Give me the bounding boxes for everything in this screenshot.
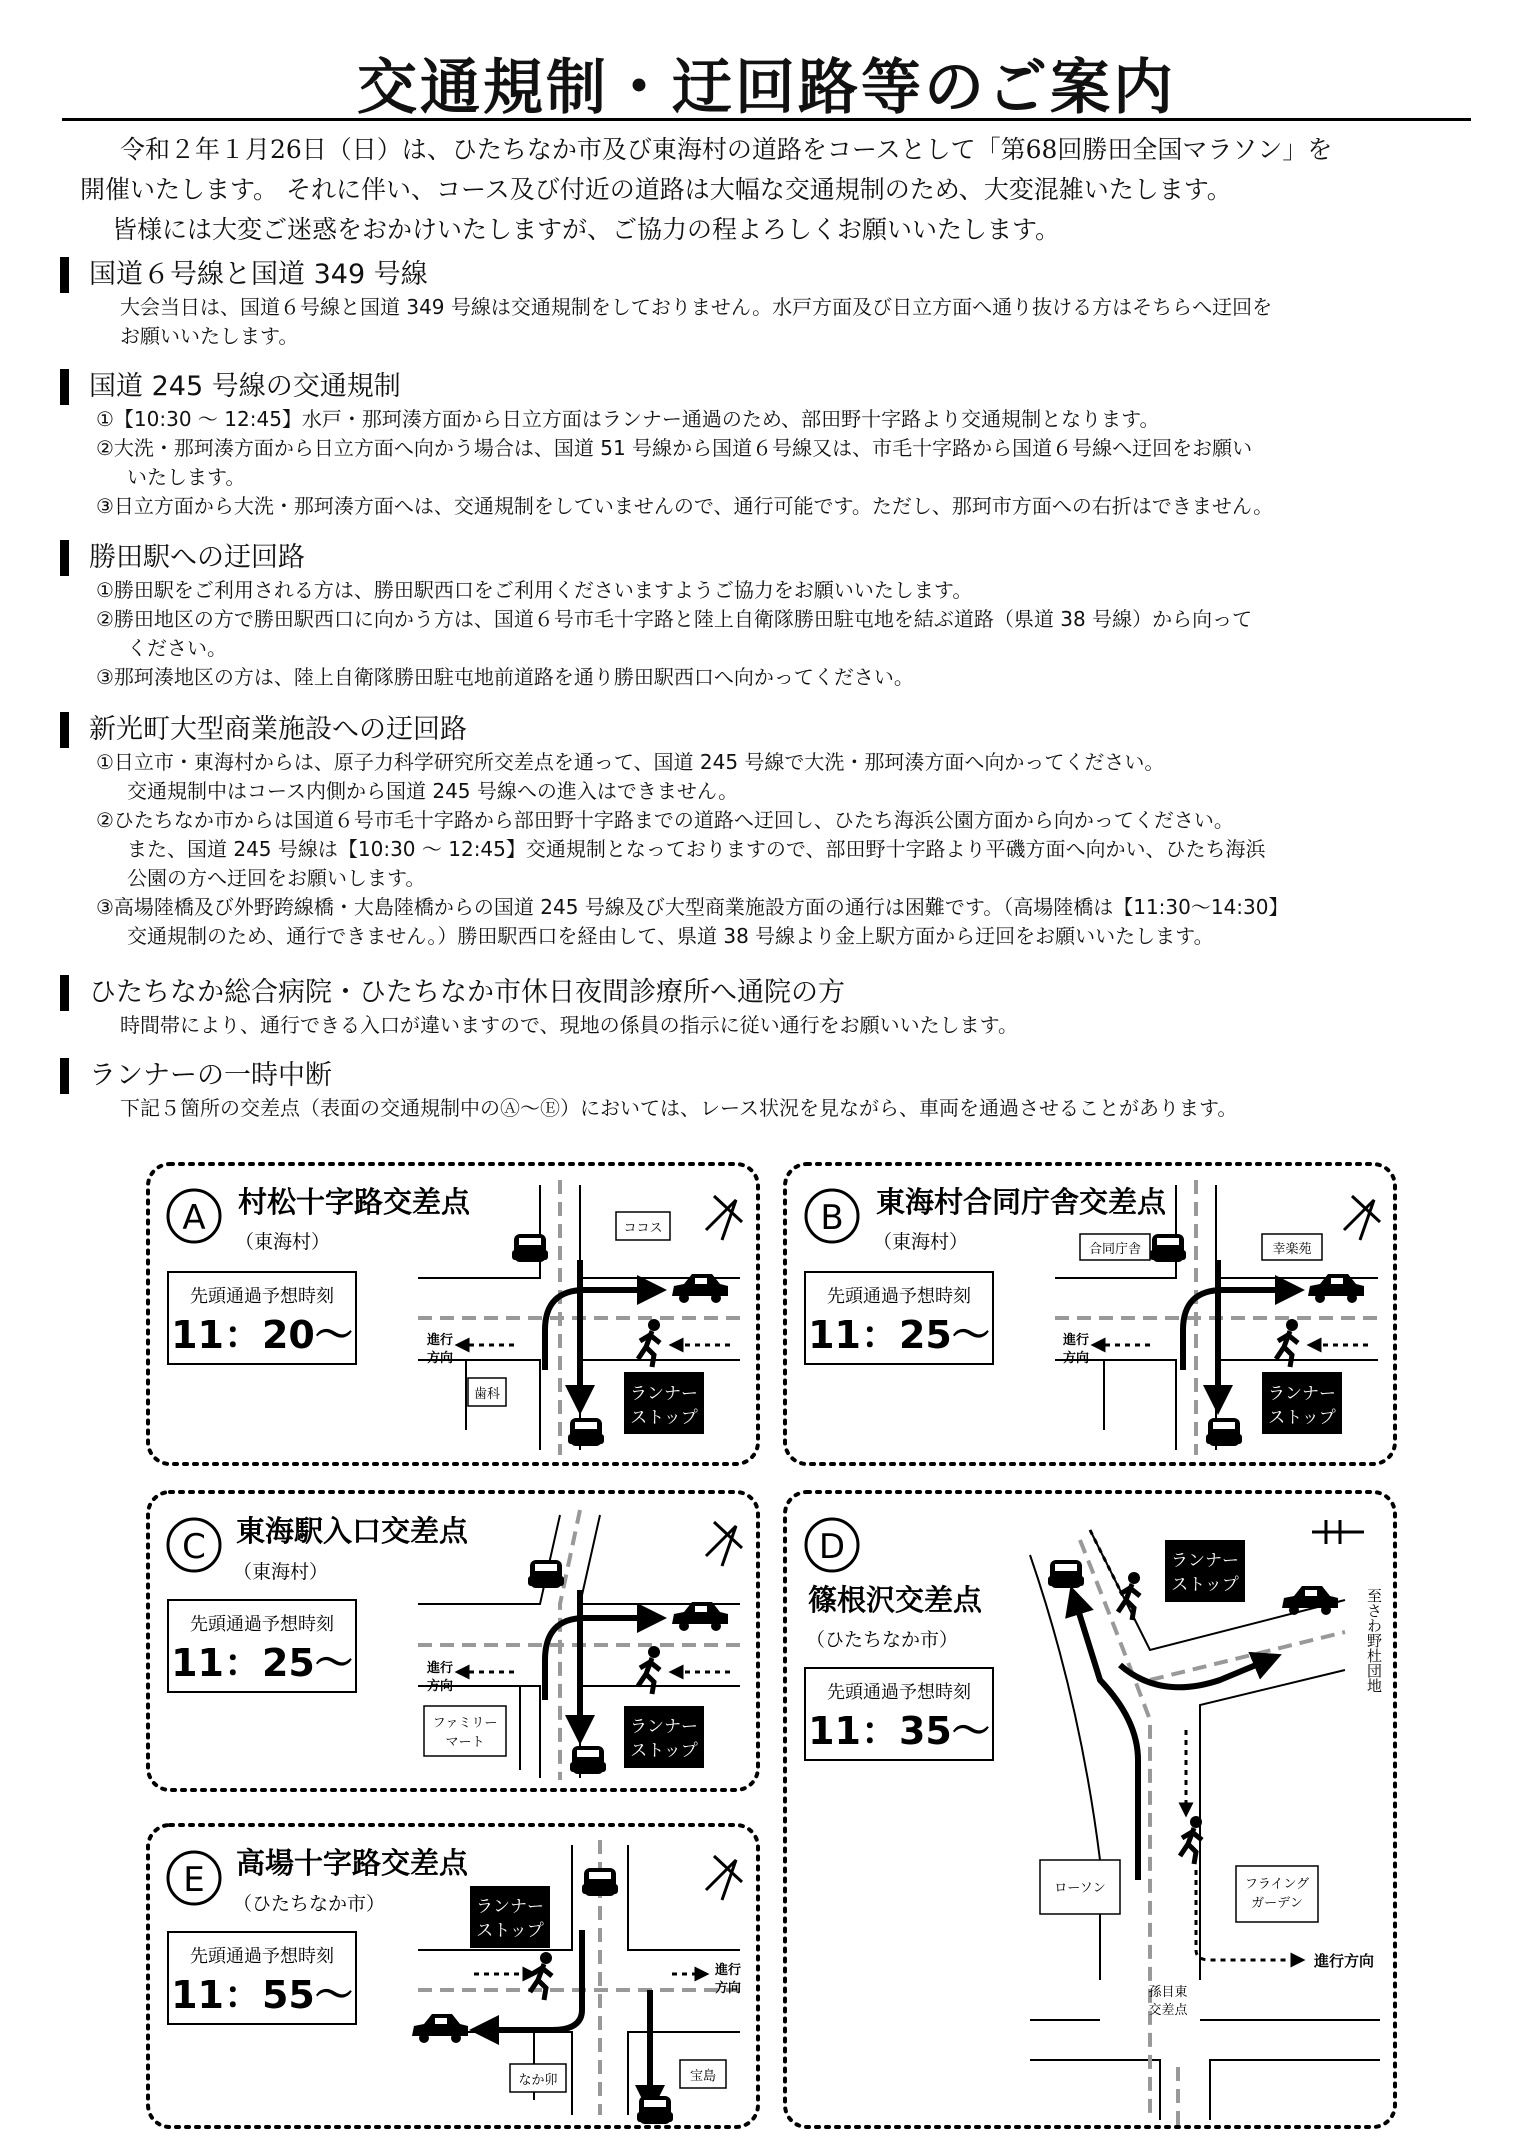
intersection-b-panel (785, 1164, 1395, 1464)
section-line: 交通規制のため、通行できません。）勝田駅西口を経由して、県道 38 号線より金上駅方面から迂回をお願いいたします。 (127, 924, 1214, 948)
runner-stop-label: ストップ (1268, 1408, 1336, 1428)
time-label: 先頭通過予想時刻 (190, 1614, 334, 1635)
section-heading: 勝田駅への迂回路 (60, 540, 1480, 576)
landmark: 幸楽苑 (1272, 1242, 1312, 1257)
section-line: 時間帯により、通行できる入口が違いますので、現地の係員の指示に従い通行をお願いいたします。 (120, 1013, 1018, 1037)
intersection-name: 東海駅入口交差点 (236, 1514, 469, 1548)
section-line: 公園の方へ迂回をお願いします。 (127, 866, 426, 890)
landmark: 合同庁舎 (1088, 1242, 1142, 1257)
section-line: ③高場陸橋及び外野跨線橋・大島陸橋からの国道 245 号線及び大型商業施設方面の通行は困難です。（高場陸橋は【11:30～14:30】 (96, 895, 1289, 919)
runner-stop-label: ストップ (630, 1741, 698, 1761)
page-title: 交通規制・迂回路等のご案内 (357, 53, 1176, 123)
intersection-area: （ひたちなか市） (806, 1629, 959, 1651)
north-compass-icon (706, 1856, 742, 1900)
section-line: ください。 (127, 636, 227, 660)
intersection-area: （東海村） (233, 1561, 329, 1583)
landmark: なか卯 (518, 2073, 558, 2088)
section-line: ①【10:30 ～ 12:45】水戸・那珂湊方面から日立方面はランナー通過のため、部田野十字路より交通規制となります。 (96, 407, 1160, 431)
destination-label: 至さわ野杜団地 (1365, 1588, 1383, 1693)
direction-line2: 方向 (714, 1981, 742, 1996)
section-line: ①日立市・東海村からは、原子力科学研究所交差点を通って、国道 245 号線で大洗・那珂湊方面へ向かってください。 (96, 750, 1165, 774)
intersection-area: （東海村） (873, 1231, 969, 1253)
intersection-e-panel (148, 1825, 758, 2127)
section-hospital (60, 975, 1480, 1040)
north-compass-icon (1344, 1196, 1380, 1240)
intersection-a-panel (148, 1164, 758, 1464)
section-heading: 国道６号線と国道 349 号線 (60, 257, 1480, 293)
time-label: 先頭通過予想時刻 (190, 1946, 334, 1967)
junction-label: 孫目東 (1148, 1985, 1188, 2000)
lead-time: 11：25～ (171, 1641, 353, 1685)
runner-stop-label: ストップ (1171, 1575, 1239, 1595)
lead-time: 11：35～ (808, 1709, 990, 1753)
time-label: 先頭通過予想時刻 (190, 1286, 334, 1307)
section-heading: 国道 245 号線の交通規制 (60, 369, 1480, 405)
time-label: 先頭通過予想時刻 (827, 1682, 971, 1703)
intro-line: 令和２年１月26日（日）は、ひたちなか市及び東海村の道路をコースとして「第68回勝田全国マラソン」を (120, 135, 1333, 164)
intro-line: 開催いたします。 それに伴い、コース及び付近の道路は大幅な交通規制のため、大変混雑いたします。 (80, 175, 1232, 204)
direction-line2: 方向 (1062, 1351, 1090, 1366)
north-compass-icon (706, 1522, 742, 1566)
intersection-name: 篠根沢交差点 (808, 1583, 983, 1617)
direction-line1: 進行 (426, 1333, 454, 1348)
section-route-245 (60, 369, 1480, 521)
lead-time: 11：25～ (808, 1313, 990, 1357)
section-heading: ランナーの一時中断 (60, 1058, 1480, 1094)
section-runner-pause (60, 1058, 1480, 1123)
intro (80, 130, 1480, 250)
section-line: ③日立方面から大洗・那珂湊方面へは、交通規制をしていませんので、通行可能です。ただし、那珂市方面への右折はできません。 (96, 494, 1274, 518)
direction-line1: 進行 (714, 1963, 742, 1978)
intersection-area: （東海村） (235, 1231, 331, 1253)
section-line: ②ひたちなか市からは国道６号市毛十字路から部田野十字路までの道路へ迂回し、ひたち海浜公園方面から向かってください。 (96, 808, 1234, 832)
section-line: いたします。 (127, 465, 246, 489)
intersection-letter: B (820, 1198, 844, 1238)
runner-stop-label: ランナー (630, 1717, 698, 1737)
landmark: ファミリー (432, 1716, 498, 1731)
north-compass-icon (1312, 1520, 1364, 1544)
runner-stop-label: ランナー (1268, 1384, 1336, 1404)
junction-label: 交差点 (1148, 2003, 1188, 2018)
intersection-letter: C (182, 1527, 206, 1567)
runner-stop-label: ランナー (630, 1384, 698, 1404)
intersection-letter: D (818, 1527, 846, 1567)
section-line: ①勝田駅をご利用される方は、勝田駅西口をご利用くださいますようご協力をお願いいたします。 (96, 578, 973, 602)
intersection-area: （ひたちなか市） (233, 1893, 386, 1915)
intersection-letter: E (183, 1860, 205, 1900)
lead-time: 11：20～ (171, 1313, 353, 1357)
section-line: また、国道 245 号線は【10:30 ～ 12:45】交通規制となっておりますので、部田野十字路より平磯方面へ向かい、ひたち海浜 (127, 837, 1266, 861)
time-label: 先頭通過予想時刻 (827, 1286, 971, 1307)
runner-stop-label: ランナー (476, 1897, 544, 1917)
section-heading: 新光町大型商業施設への迂回路 (60, 712, 1480, 748)
intersection-c-panel (148, 1492, 758, 1790)
section-shinkocho (60, 712, 1480, 951)
section-line: ②大洗・那珂湊方面から日立方面へ向かう場合は、国道 51 号線から国道６号線又は、市毛十字路から国道６号線へ迂回をお願い (96, 436, 1253, 460)
section-line: お願いいたします。 (120, 324, 299, 348)
landmark: ローソン (1054, 1881, 1106, 1896)
section-line: 大会当日は、国道６号線と国道 349 号線は交通規制をしておりません。水戸方面及び日立方面へ通り抜ける方はそちらへ迂回を (120, 295, 1273, 319)
section-katsuta-station (60, 540, 1480, 692)
section-routes-6-349 (60, 257, 1480, 351)
section-line: 下記５箇所の交差点（表面の交通規制中のⒶ～Ⓔ）においては、レース状況を見ながら、車両を通過させることがあります。 (120, 1096, 1238, 1120)
intersection-diagrams (140, 1158, 1410, 2133)
landmark: フライング (1244, 1877, 1310, 1892)
intersection-name: 村松十字路交差点 (238, 1185, 471, 1219)
intersection-name: 高場十字路交差点 (236, 1846, 469, 1880)
runner-stop-label: ランナー (1171, 1551, 1239, 1571)
direction-line2: 方向 (426, 1351, 454, 1366)
landmark: ココス (623, 1221, 663, 1236)
intersection-letter: A (182, 1198, 206, 1238)
intersection-d-panel (785, 1492, 1395, 2127)
runner-stop-label: ストップ (630, 1408, 698, 1428)
landmark: マート (445, 1735, 485, 1750)
direction-label: 進行方向 (1313, 1952, 1375, 1970)
section-line: ②勝田地区の方で勝田駅西口に向かう方は、国道６号市毛十字路と陸上自衛隊勝田駐屯地を結ぶ道路（県道 38 号線）から向って (96, 607, 1253, 631)
direction-line1: 進行 (1062, 1333, 1090, 1348)
direction-line2: 方向 (426, 1679, 454, 1694)
section-heading: ひたちなか総合病院・ひたちなか市休日夜間診療所へ通院の方 (60, 975, 1480, 1011)
landmark: 宝島 (689, 2069, 717, 2084)
section-line: 交通規制中はコース内側から国道 245 号線への進入はできません。 (127, 779, 739, 803)
north-compass-icon (706, 1196, 742, 1240)
landmark: 歯科 (473, 1387, 501, 1402)
intro-line: 皆様には大変ご迷惑をおかけいたしますが、ご協力の程よろしくお願いいたします。 (112, 215, 1061, 244)
direction-line1: 進行 (426, 1661, 454, 1676)
intersection-name: 東海村合同庁舎交差点 (876, 1185, 1167, 1219)
runner-stop-label: ストップ (476, 1921, 544, 1941)
section-line: ③那珂湊地区の方は、陸上自衛隊勝田駐屯地前道路を通り勝田駅西口へ向かってください。 (96, 665, 914, 689)
title-divider (62, 118, 1471, 121)
lead-time: 11：55～ (171, 1973, 353, 2017)
landmark: ガーデン (1251, 1896, 1303, 1911)
